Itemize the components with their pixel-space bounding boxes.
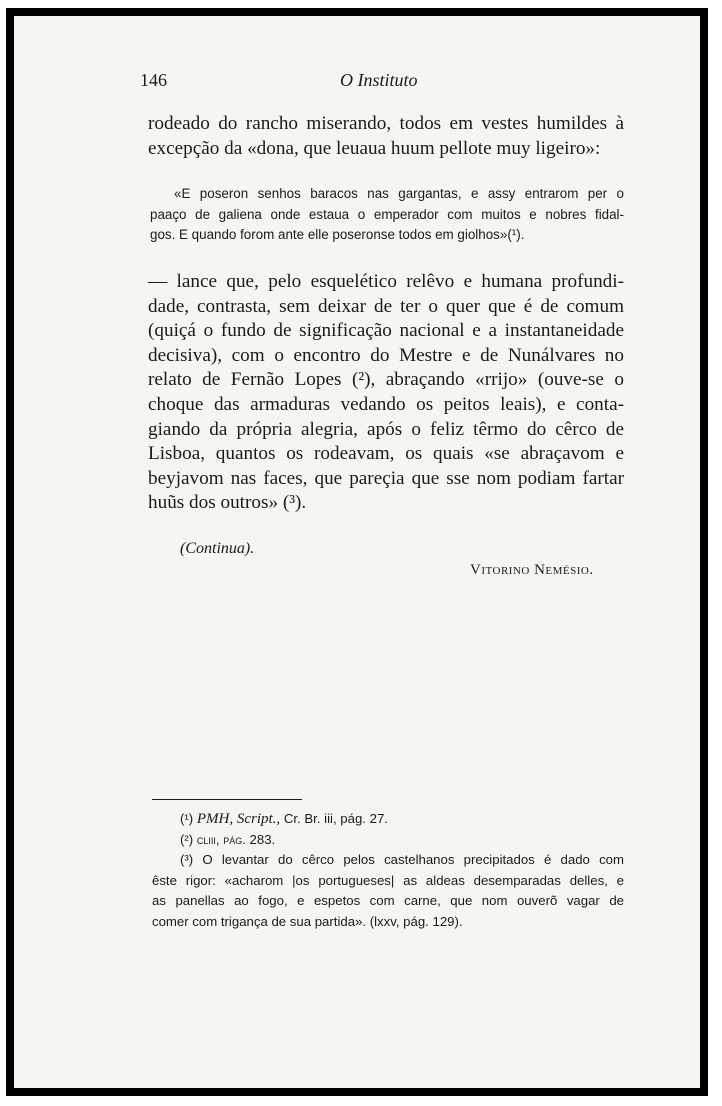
text-line: choque das armaduras vedando os peitos leais), e conta- (148, 393, 624, 415)
footnote-1 (152, 809, 624, 830)
footnotes (152, 809, 624, 932)
page-number: 146 (140, 70, 167, 90)
footnote-3-line: êste rigor: «acharom |os portugueses| as aldeas desemparadas delles, e (152, 872, 624, 888)
text-line: beyjavom nas faces, que pareçia que sse nom podiam fartar (148, 467, 624, 489)
footnote-separator (152, 799, 302, 800)
page-frame (6, 8, 708, 1096)
paragraph-2 (148, 270, 624, 516)
footnote-3-line: comer com trigança de sua partida». (lxxv, pág. 129). (152, 913, 463, 929)
continued-note: (Continua). (180, 540, 255, 557)
text-line: giando da própria alegria, após o feliz têrmo do cêrco de (148, 418, 624, 440)
running-title: O Instituto (340, 70, 418, 90)
footnote-1-ref: Cr. Br. iii, pág. 27. (283, 811, 388, 826)
text-line: decisiva), com o encontro do Mestre e de Nunálvares no (148, 344, 624, 366)
quote-line: gos. E quando forom ante elle poseronse todos em giolhos»(¹). (150, 227, 525, 242)
text-line: dade, contrasta, sem deixar de ter o quer que é de comum (148, 295, 624, 317)
page-header (140, 70, 620, 96)
footnote-3-line: (³) O levantar do cêrco pelos castelhanos precipitados é dado com (180, 852, 624, 867)
footnote-2-mark: (²) (180, 831, 194, 847)
text-line: huũs dos outros» (³). (148, 492, 307, 514)
footnote-2-text: cliii, pág. 283. (196, 831, 276, 847)
footnote-1-mark: (¹) (180, 811, 194, 826)
block-quote (150, 184, 624, 246)
text-line: rodeado do rancho miserando, todos em vestes humildes à (148, 113, 624, 134)
text-line: relato de Fernão Lopes (²), abraçando «rrijo» (ouve-se o (148, 369, 624, 391)
footnote-3-line: as panellas ao fogo, e espetos com carne, que nom ouverõ vagar de (152, 893, 624, 908)
author-signature: Vitorino Nemésio. (470, 562, 594, 578)
quote-line: paaço de galiena onde estaua o emperador com muitos e nobres fidal- (150, 206, 624, 222)
text-line: excepção da «dona, que leuaua huum pellote muy ligeiro»: (148, 137, 601, 159)
quote-line: «E poseron senhos baracos nas gargantas, e assy entrarom per o (174, 186, 624, 201)
text-line: Lisboa, quantos os rodeavam, os quais «se abraçavom e (148, 443, 624, 465)
paragraph-1 (148, 112, 624, 161)
text-line: — lance que, pelo esquelético relêvo e humana profundi- (148, 271, 624, 292)
text-line: (quiçá o fundo de significação nacional e a instantaneidade (148, 320, 624, 342)
footnote-2 (152, 830, 624, 851)
footnote-1-source: PMH, Script., (196, 811, 281, 827)
